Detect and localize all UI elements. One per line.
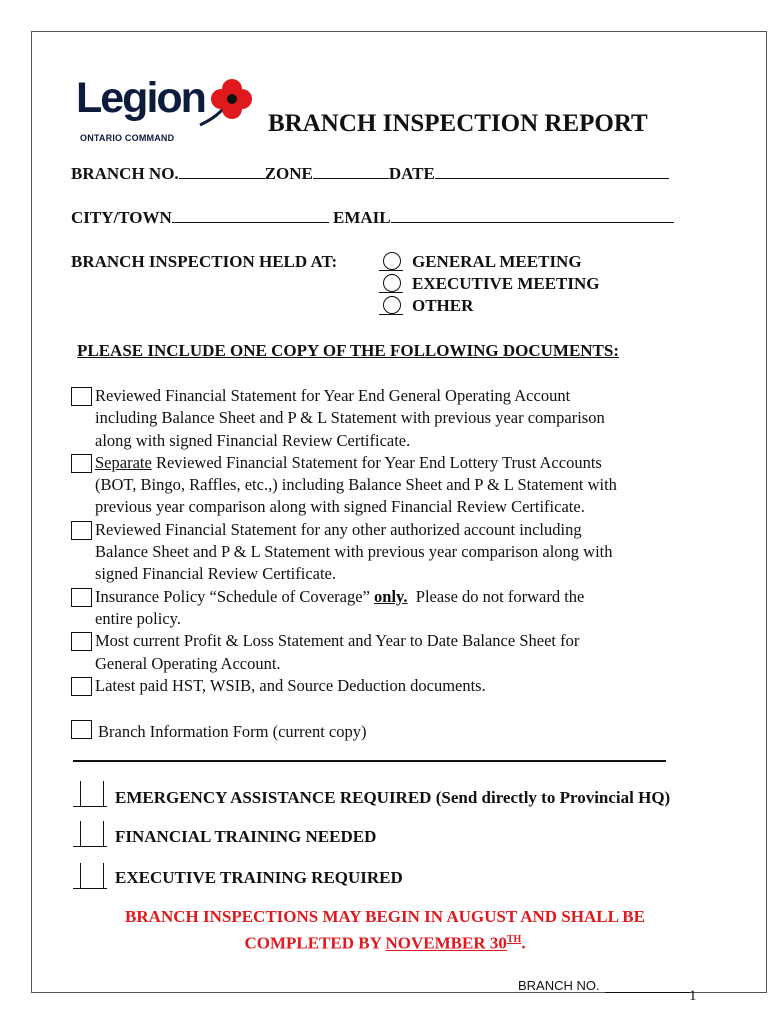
- notice-line: [60, 928, 710, 955]
- executive-training-label: EXECUTIVE TRAINING REQUIRED: [115, 868, 403, 887]
- inspection-notice: [60, 905, 710, 955]
- documents-heading: PLEASE INCLUDE ONE COPY OF THE FOLLOWING DOCUMENTS:: [77, 341, 620, 360]
- item-line: [95, 586, 711, 608]
- footer-branch-no-label: BRANCH NO.: [518, 978, 600, 993]
- branch-no-label: BRANCH NO.: [71, 164, 179, 183]
- list-item: [71, 452, 711, 519]
- document-checkbox[interactable]: [71, 454, 92, 473]
- notice-text: COMPLETED BY: [244, 933, 386, 953]
- general-meeting-label: GENERAL MEETING: [412, 252, 582, 271]
- branch-info-checkbox[interactable]: [71, 720, 92, 739]
- notice-text: .: [521, 933, 526, 953]
- item-line: Latest paid HST, WSIB, and Source Deduction documents.: [95, 675, 486, 695]
- item-line: along with signed Financial Review Certificate.: [95, 430, 411, 450]
- document-checkbox[interactable]: [71, 387, 92, 406]
- page-number: 1: [689, 988, 697, 1004]
- item-line: entire policy.: [95, 608, 181, 628]
- deadline-date: NOVEMBER 30: [385, 933, 507, 953]
- executive-meeting-radio[interactable]: [383, 274, 401, 292]
- other-label: OTHER: [412, 296, 474, 315]
- item-line: Balance Sheet and P & L Statement with previous year comparison along with: [95, 542, 613, 562]
- item-line: (BOT, Bingo, Raffles, etc.,) including Balance Sheet and P & L Statement with: [95, 475, 617, 495]
- poppy-icon: [196, 73, 252, 133]
- separate-emphasis: Separate: [95, 452, 152, 472]
- documents-checklist: [71, 385, 711, 697]
- item-text: Please do not forward the: [407, 586, 585, 606]
- item-line: [95, 452, 711, 474]
- email-field[interactable]: [391, 207, 674, 223]
- city-town-label: CITY/TOWN: [71, 208, 172, 227]
- financial-training-checkbox[interactable]: [80, 821, 104, 847]
- item-line: Reviewed Financial Statement for Year End General Operating Account: [95, 386, 571, 405]
- email-label: EMAIL: [333, 208, 391, 227]
- list-item: [71, 630, 711, 675]
- item-line: signed Financial Review Certificate.: [95, 564, 337, 584]
- financial-training-label: FINANCIAL TRAINING NEEDED: [115, 827, 377, 846]
- logo-subtitle: ONTARIO COMMAND: [80, 133, 175, 143]
- date-label: DATE: [388, 164, 435, 183]
- document-checkbox[interactable]: [71, 521, 92, 540]
- list-item: [71, 385, 711, 452]
- date-field[interactable]: [435, 163, 669, 179]
- notice-line: BRANCH INSPECTIONS MAY BEGIN IN AUGUST AND SHALL BE: [125, 907, 645, 926]
- item-text: Reviewed Financial Statement for Year End Lottery Trust Accounts: [151, 452, 602, 472]
- branch-zone-date-row: [71, 163, 669, 184]
- item-text: Insurance Policy “Schedule of Coverage”: [95, 586, 375, 606]
- option-underline: [379, 292, 403, 293]
- list-item: [71, 675, 711, 697]
- emergency-assistance-label: EMERGENCY ASSISTANCE REQUIRED (Send directly to Provincial HQ): [115, 788, 671, 807]
- document-checkbox[interactable]: [71, 588, 92, 607]
- legion-logo: [76, 73, 256, 143]
- option-underline: [379, 314, 403, 315]
- item-line: Most current Profit & Loss Statement and Year to Date Balance Sheet for: [95, 631, 580, 651]
- item-line: General Operating Account.: [95, 653, 281, 673]
- only-emphasis: only.: [374, 586, 408, 606]
- list-item: [71, 586, 711, 631]
- document-checkbox[interactable]: [71, 677, 92, 696]
- list-item: [71, 519, 711, 586]
- emergency-assistance-checkbox[interactable]: [80, 781, 104, 807]
- footer-branch-no-field[interactable]: [605, 992, 690, 993]
- other-radio[interactable]: [383, 296, 401, 314]
- branch-no-field[interactable]: [179, 163, 265, 179]
- item-line: previous year comparison along with signed Financial Review Certificate.: [95, 497, 585, 517]
- date-suffix: TH: [506, 934, 522, 945]
- zone-field[interactable]: [313, 163, 389, 179]
- city-town-field[interactable]: [172, 207, 329, 223]
- executive-meeting-label: EXECUTIVE MEETING: [412, 274, 600, 293]
- section-divider: [73, 760, 666, 762]
- document-checkbox[interactable]: [71, 632, 92, 651]
- page-title: BRANCH INSPECTION REPORT: [268, 110, 648, 137]
- option-underline: [379, 270, 403, 271]
- general-meeting-radio[interactable]: [383, 252, 401, 270]
- branch-info-label: Branch Information Form (current copy): [98, 722, 367, 741]
- executive-training-checkbox[interactable]: [80, 863, 104, 889]
- item-line: including Balance Sheet and P & L Statement with previous year comparison: [95, 408, 605, 428]
- logo-wordmark: Legion: [76, 74, 205, 122]
- held-at-label: BRANCH INSPECTION HELD AT:: [71, 252, 338, 271]
- item-line: Reviewed Financial Statement for any other authorized account including: [95, 519, 582, 539]
- city-email-row: [71, 207, 674, 228]
- zone-label: ZONE: [264, 164, 313, 183]
